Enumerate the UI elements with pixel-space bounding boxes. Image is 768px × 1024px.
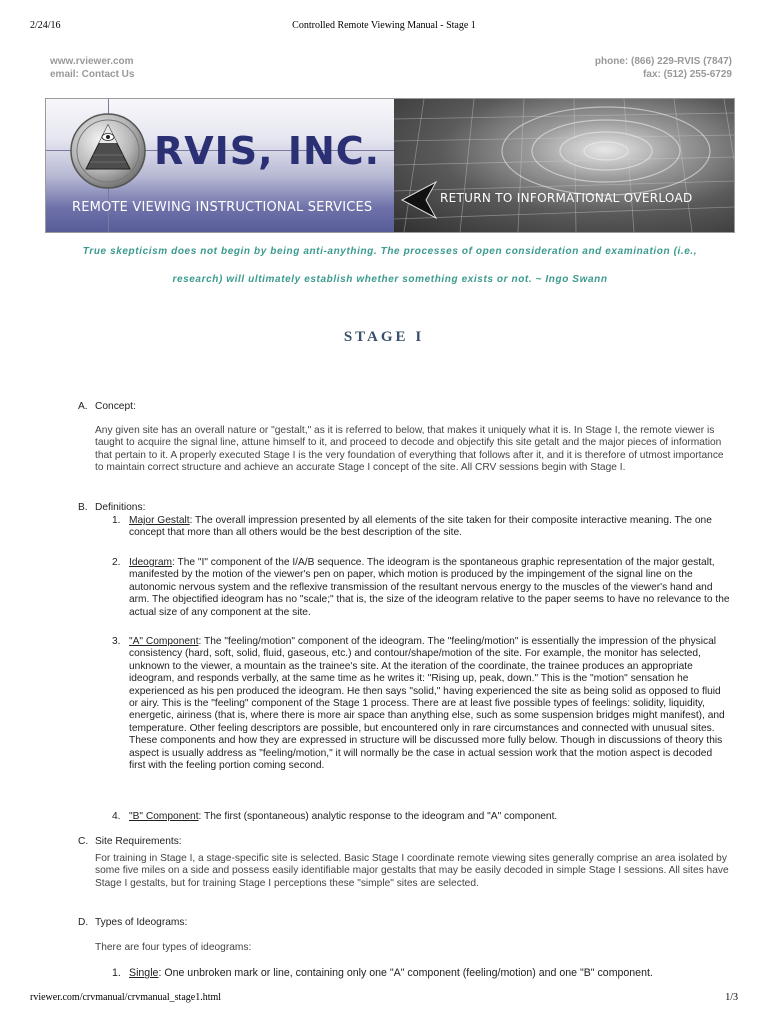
definition-text: : The first (spontaneous) analytic response to the ideogram and "A" component.: [198, 811, 558, 822]
page-number: 1/3: [725, 992, 738, 1003]
section-site-requirements: [78, 836, 730, 911]
section-marker: B.: [78, 502, 88, 513]
company-tagline: REMOTE VIEWING INSTRUCTIONAL SERVICES: [72, 200, 373, 215]
section-title: Concept:: [95, 401, 136, 412]
email-link[interactable]: email: Contact Us: [50, 69, 135, 80]
fax-text: fax: (512) 255-6729: [643, 69, 732, 80]
item-number: 1.: [112, 967, 121, 979]
section-marker: C.: [78, 836, 89, 847]
return-link-label: RETURN TO INFORMATIONAL OVERLOAD: [440, 191, 693, 205]
section-definitions: [78, 502, 730, 822]
definition-term: "B" Component: [129, 811, 199, 822]
item-number: 4.: [112, 811, 121, 822]
section-marker: D.: [78, 917, 89, 928]
definition-text: : The "I" component of the I/A/B sequence. The ideogram is the spontaneous graphic representation of the major gestalt, manifested by the motion of the viewer's pen on paper, which motion is produced by the impingement of the signal line on the autonomic nervous system and the reflexive transmission of the resultant nervous energy to the muscles of the viewer's hand and arm. The objectified ideogram has no "scale;" that is, the size of the ideogram relative to the paper seems to have no relevance to the actual size of any component at the site.: [129, 557, 730, 618]
website-link[interactable]: www.rviewer.com: [50, 56, 134, 67]
concept-paragraph: Any given site has an overall nature or "gestalt," as it is referred to below, that makes it uniquely what it is. In Stage I, the remote viewer is taught to acquire the signal line, attune himself to it, and proceed to decode and objectify this site getalt and the major pieces of information that pertain to it. A properly executed Stage I is the very foundation of everything that follows after it, and it is therefore of utmost importance to maintain correct structure and achieve an accurate Stage I concept of the site. All CRV sessions begin with Stage I.: [95, 425, 724, 474]
ingo-swann-quote: [45, 238, 735, 294]
item-number: 2.: [112, 557, 121, 568]
item-number: 3.: [112, 636, 121, 647]
return-to-overload-link[interactable]: [392, 183, 732, 217]
section-title: Definitions:: [95, 502, 146, 513]
left-arrow-icon: [400, 180, 438, 220]
definition-text: : The overall impression presented by all elements of the site taken for their composite interactive meaning. The one concept that more than all others would be the best description of the site.: [129, 515, 712, 539]
quote-line-2: research) will ultimately establish whether something exists or not. ~ Ingo Swann: [172, 274, 608, 285]
section-ideogram-types: [78, 917, 730, 987]
section-title: Site Requirements:: [95, 836, 182, 847]
ideogram-type-term: Single: [129, 967, 159, 979]
section-title: Types of Ideograms:: [95, 917, 188, 928]
print-url: rviewer.com/crvmanual/crvmanual_stage1.html: [30, 992, 222, 1003]
company-name: RVIS, INC.: [154, 129, 381, 173]
definition-text: : The "feeling/motion" component of the ideogram. The "feeling/motion" is essentially the impression of the physical consistency (hard, soft, solid, fluid, gaseous, etc.) and contour/shape/motion of the site. For example, the monitor has selected, unknown to the viewer, a mountain as the trainee's site. At the iteration of the coordinate, the trainee produces an appropriate ideogram, and responds verbally, at the same time as he writes it: "Rising up, peak, down." This is the "motion" sensation he experienced as his pen produced the ideogram. He then says "solid," having experienced the site as being solid as opposed to fluid or airy. This is the "feeling" component of the Stage 1 process. There are at least five possible types of feelings: solidity, liquidity, energetic, airiness (that is, where there is more air space than anything else, such as some suspension bridges might manifest), and temperature. Other feeling descriptors are possible, but encountered only in rare circumstances and connected with unusual sites. These components and how they are expressed in structure will be discussed more fully below. Though in discussions of theory this aspect is usually address as "feeling/motion," it will normally be the case in actual session work that the motion aspect is decoded first with the feeling portion coming second.: [129, 636, 725, 772]
definition-term: Major Gestalt: [129, 515, 190, 526]
print-date: 2/24/16: [30, 20, 61, 31]
print-title: Controlled Remote Viewing Manual - Stage 1: [292, 20, 476, 31]
page-title: STAGE I: [343, 329, 425, 345]
logo-panel: [46, 99, 394, 232]
eye-pyramid-seal-icon: [68, 111, 148, 191]
definition-term: Ideogram: [129, 557, 173, 568]
definition-term: "A" Component: [129, 636, 199, 647]
ideogram-types-intro: There are four types of ideograms:: [95, 942, 252, 953]
site-requirements-paragraph: For training in Stage I, a stage-specific site is selected. Basic Stage I coordinate remote viewing sites generally comprise an area isolated by some five miles on a side and possess easily identifiable major gestalts that may be easily decoded in simple Stage I sessions. All sites have Stage I gestalts, but for training Stage I perceptions these "simple" sites are selected.: [95, 853, 729, 889]
quote-line-1: True skepticism does not begin by being anti-anything. The processes of open consideration and examination (i.e.,: [82, 246, 698, 257]
print-header: [30, 20, 738, 34]
ideogram-type-text: : One unbroken mark or line, containing only one "A" component (feeling/motion) and one "B" component.: [158, 967, 653, 979]
item-number: 1.: [112, 515, 121, 526]
section-marker: A.: [78, 401, 88, 412]
section-concept: [78, 401, 730, 491]
phone-text: phone: (866) 229-RVIS (7847): [594, 56, 732, 67]
